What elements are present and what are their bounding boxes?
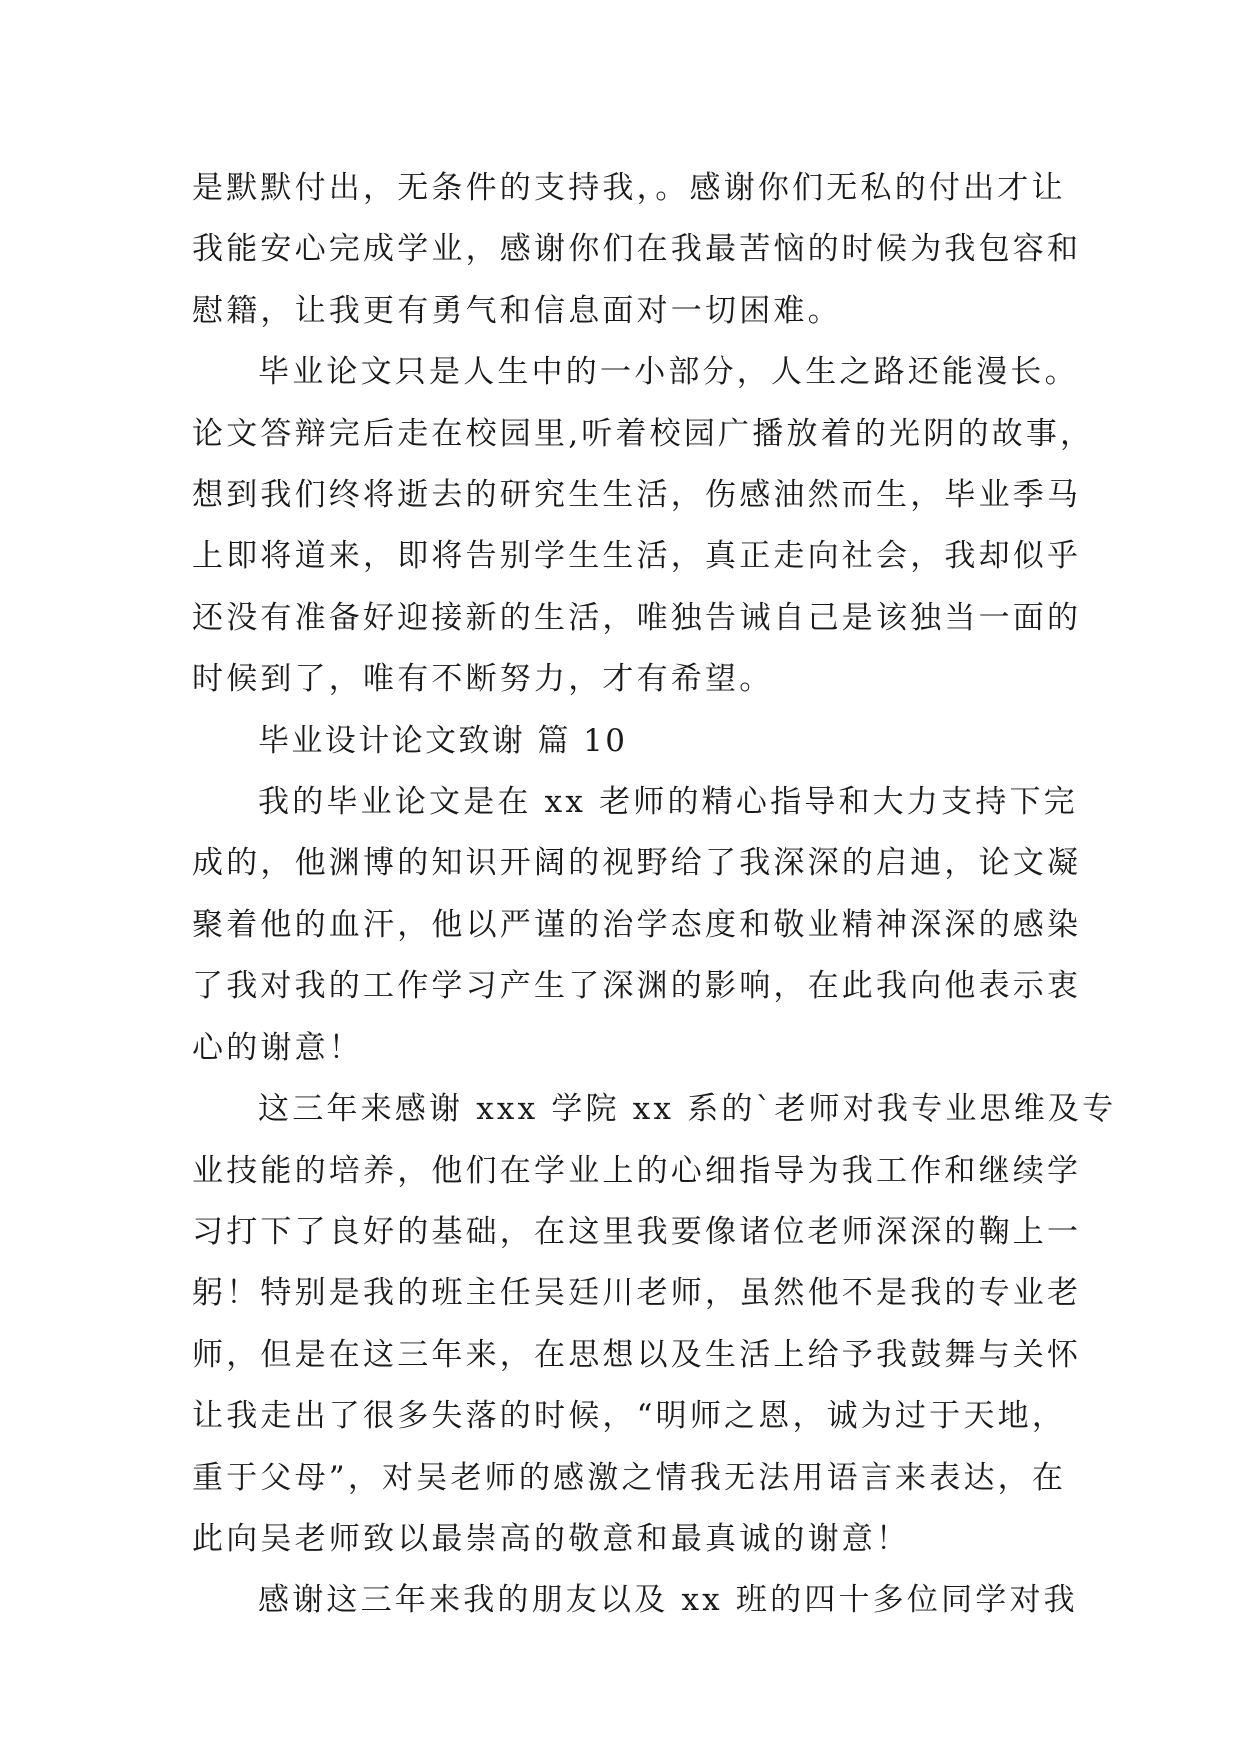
text-line: 上即将道来，即将告别学生生活，真正走向社会，我却似乎 xyxy=(192,538,1082,575)
document-body xyxy=(192,158,1117,1632)
text-line: 心的谢意！ xyxy=(192,1029,363,1066)
text-line: 论文答辩完后走在校园里,听着校园广播放着的光阴的故事， xyxy=(192,415,1095,452)
text-line: 我能安心完成学业，感谢你们在我最苦恼的时候为我包容和 xyxy=(192,231,1082,268)
text-line: 是默默付出，无条件的支持我，。感谢你们无私的付出才让 xyxy=(192,170,1066,206)
text-line: 想到我们终将逝去的研究生生活，伤感油然而生，毕业季马 xyxy=(192,477,1082,514)
paragraph-start-line: 毕业论文只是人生中的一小部分，人生之路还能漫长。 xyxy=(258,354,1079,391)
text-line: 慰籍，让我更有勇气和信息面对一切困难。 xyxy=(192,292,842,329)
text-line: 了我对我的工作学习产生了深渊的影响，在此我向他表示衷 xyxy=(192,968,1082,1005)
text-line: 时候到了，唯有不断努力，才有希望。 xyxy=(192,661,774,698)
text-line: 习打下了良好的基础，在这里我要像诸位老师深深的鞠上一 xyxy=(192,1213,1082,1250)
text-line: 重于父母”，对吴老师的感激之情我无法用语言来表达，在 xyxy=(192,1459,1067,1496)
section-heading: 毕业设计论文致谢 篇 10 xyxy=(258,722,628,759)
text-line: 业技能的培养，他们在学业上的心细指导为我工作和继续学 xyxy=(192,1152,1082,1189)
text-line: 躬！特别是我的班主任吴廷川老师，虽然他不是我的专业老 xyxy=(192,1275,1082,1312)
text-line: 还没有准备好迎接新的生活，唯独告诫自己是该独当一面的 xyxy=(192,599,1082,636)
text-line: 成的，他渊博的知识开阔的视野给了我深深的启迪，论文凝 xyxy=(192,845,1082,882)
text-line: 让我走出了很多失落的时候，“明师之恩，诚为过于天地， xyxy=(192,1398,1067,1435)
paragraph-start-line: 我的毕业论文是在 xx 老师的精心指导和大力支持下完 xyxy=(258,784,1078,821)
text-line: 聚着他的血汗，他以严谨的治学态度和敬业精神深深的感染 xyxy=(192,906,1082,943)
paragraph-start-line: 感谢这三年来我的朋友以及 xx 班的四十多位同学对我 xyxy=(258,1582,1078,1619)
text-line: 此向吴老师致以最崇高的敬意和最真诚的谢意！ xyxy=(192,1520,911,1557)
text-line: 师，但是在这三年来，在思想以及生活上给予我鼓舞与关怀 xyxy=(192,1336,1082,1373)
paragraph-start-line: 这三年来感谢 xxx 学院 xx 系的`老师对我专业思维及专 xyxy=(258,1091,1117,1128)
